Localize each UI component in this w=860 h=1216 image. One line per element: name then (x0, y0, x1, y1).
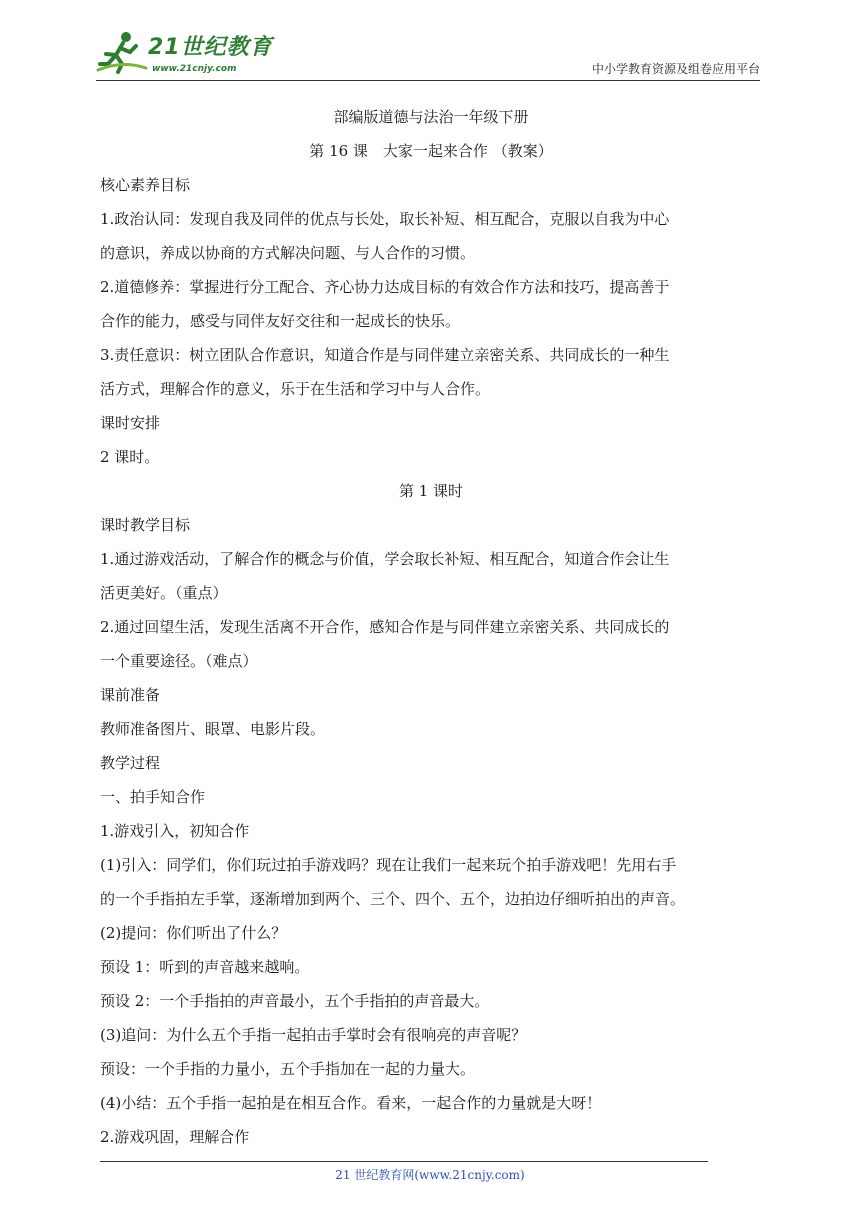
paragraph-line: 2.游戏巩固，理解合作 (100, 1128, 250, 1146)
platform-name: 中小学教育资源及组卷应用平台 (591, 62, 760, 76)
paragraph-line: 1.通过游戏活动，了解合作的概念与价值，学会取长补短、相互配合，知道合作会让生 (100, 550, 670, 568)
paragraph-line: 预设 1：听到的声音越来越响。 (100, 958, 310, 976)
paragraph-line: 2 课时。 (100, 448, 160, 466)
paragraph-line: 1.游戏引入，初知合作 (100, 822, 250, 840)
paragraph-line: (3)追问：为什么五个手指一起拍击手掌时会有很响亮的声音呢？ (100, 1026, 527, 1044)
logo (96, 24, 273, 80)
section-heading: 课时教学目标 (100, 516, 191, 534)
paragraph-line: 一、拍手知合作 (100, 788, 206, 806)
paragraph-line: 预设 2：一个手指拍的声音最小，五个手指拍的声音最大。 (100, 992, 490, 1010)
section-heading: 课前准备 (100, 686, 161, 704)
paragraph-line: 2.通过回望生活，发现生活离不开合作，感知合作是与同伴建立亲密关系、共同成长的 (100, 618, 670, 636)
footer-link[interactable]: 21 世纪教育网(www.21cnjy.com) (335, 1168, 525, 1182)
paragraph-line: (2)提问：你们听出了什么？ (100, 924, 287, 942)
paragraph-line: 1.政治认同：发现自我及同伴的优点与长处，取长补短、相互配合，克服以自我为中心 (100, 210, 670, 228)
paragraph-line: 的一个手指拍左手掌，逐渐增加到两个、三个、四个、五个，边拍边仔细听拍出的声音。 (100, 890, 686, 908)
section-heading: 核心素养目标 (100, 176, 191, 194)
runner-logo-icon (96, 30, 148, 74)
document-title: 部编版道德与法治一年级下册 (333, 108, 529, 126)
footer-divider (100, 1161, 708, 1162)
paragraph-line: 活更美好。（重点） (100, 584, 228, 602)
period-heading: 第 1 课时 (398, 482, 464, 500)
paragraph-line: 3.责任意识：树立团队合作意识，知道合作是与同伴建立亲密关系、共同成长的一种生 (100, 346, 670, 364)
header-divider (96, 80, 760, 81)
paragraph-line: (4)小结：五个手指一起拍是在相互合作。看来，一起合作的力量就是大呀！ (100, 1094, 602, 1112)
paragraph-line: 合作的能力，感受与同伴友好交往和一起成长的快乐。 (100, 312, 461, 330)
section-heading: 课时安排 (100, 414, 161, 432)
lesson-title: 第 16 课 大家一起来合作 （教案） (309, 142, 553, 160)
document-body (100, 100, 762, 1154)
paragraph-line: 活方式，理解合作的意义，乐于在生活和学习中与人合作。 (100, 380, 491, 398)
logo-url: www.21cnjy.com (152, 64, 237, 74)
paragraph-line: 一个重要途径。（难点） (100, 652, 258, 670)
logo-text: 21世纪教育 (148, 35, 273, 60)
paragraph-line: 的意识，养成以协商的方式解决问题、与人合作的习惯。 (100, 244, 476, 262)
paragraph-line: (1)引入：同学们，你们玩过拍手游戏吗？现在让我们一起来玩个拍手游戏吧！先用右手 (100, 856, 677, 874)
page-header (96, 24, 760, 84)
paragraph-line: 教师准备图片、眼罩、电影片段。 (100, 720, 326, 738)
section-heading: 教学过程 (100, 754, 161, 772)
paragraph-line: 2.道德修养：掌握进行分工配合、齐心协力达成目标的有效合作方法和技巧，提高善于 (100, 278, 670, 296)
paragraph-line: 预设：一个手指的力量小，五个手指加在一起的力量大。 (100, 1060, 476, 1078)
